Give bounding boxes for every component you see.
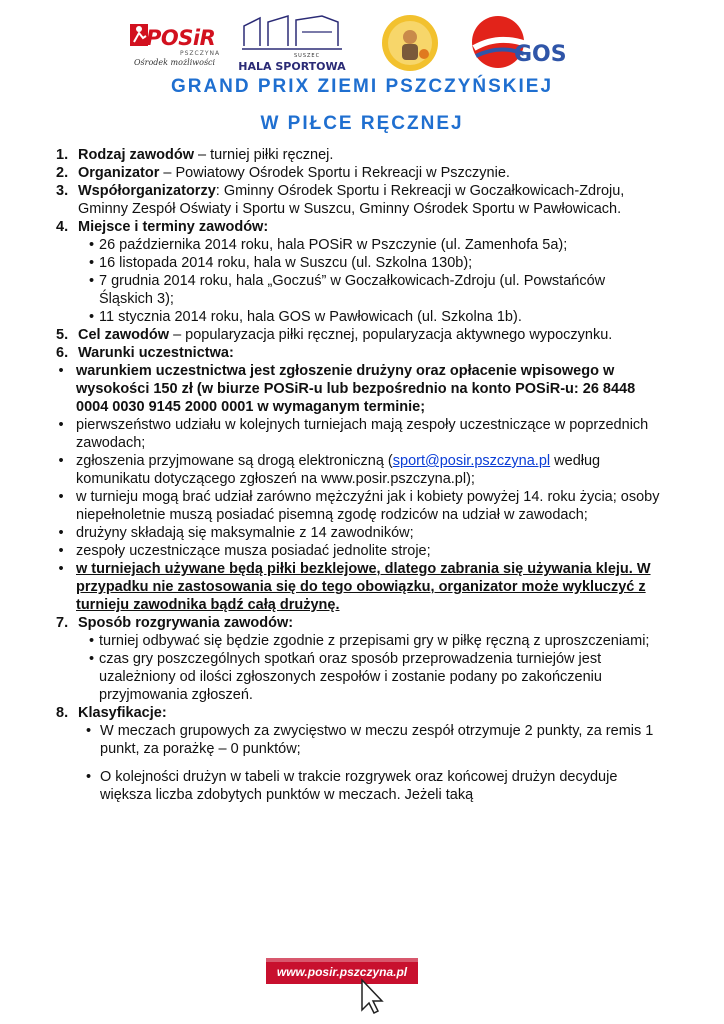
bullet-icon: • (58, 417, 64, 433)
bullet-icon: • (85, 723, 92, 739)
list-item: • turniej odbywać się będzie zgodnie z przepisami gry w piłkę ręczną z uproszczeniami; (84, 632, 660, 650)
section-label: Sposób rozgrywania zawodów: (78, 615, 294, 631)
email-link[interactable]: sport@posir.pszczyna.pl (392, 453, 551, 469)
posir-logo-text: POSiR (146, 26, 216, 50)
section-label: Warunki uczestnictwa: (78, 345, 234, 361)
list-item (46, 560, 660, 614)
list-item: • 7 grudnia 2014 roku, hala „Goczuś” w Goczałkowicach-Zdroju (ul. Powstańców Śląskich 3); (84, 272, 660, 308)
glue-ban-notice: w turniejach używane będą piłki bezklejowe, dlatego zabrania się używania kleju. W przypadku nie zastosowania się do tego obowiązku, organizator może wykluczyć z turnieju zawodnika bądź całą drużynę. (76, 561, 651, 613)
regulations-body (56, 146, 660, 804)
section-number: 5. (56, 327, 69, 343)
posir-logo-subtext: PSZCZYNA (180, 50, 221, 57)
participation-conditions-list (46, 362, 660, 614)
section-3 (56, 182, 660, 218)
bullet-icon: • (58, 363, 64, 379)
venues-list (56, 236, 660, 326)
section-number: 2. (56, 165, 69, 181)
section-number: 3. (56, 183, 69, 199)
bullet-icon: • (58, 525, 64, 541)
section-number: 6. (56, 345, 69, 361)
bullet-icon: • (58, 543, 64, 559)
bullet-icon: • (58, 561, 64, 577)
bullet-icon: • (58, 453, 64, 469)
section-8 (56, 704, 660, 722)
list-item: • warunkiem uczestnictwa jest zgłoszenie drużyny oraz opłacenie wpisowego w wysokości 150 zł (w biurze POSiR-u lub bezpośrednio na konto POSiR-u: 26 8448 0004 0030 9145 2000 0001 w wymaganym terminie; (46, 362, 660, 416)
classification-list-continued (56, 768, 660, 804)
mascot-badge-icon (380, 12, 440, 74)
section-label: Współorganizatorzy (78, 183, 216, 199)
section-text: – turniej piłki ręcznej. (194, 147, 334, 163)
title-line-2: W PIŁCE RĘCZNEJ (260, 113, 464, 134)
hala-logo-town: SUSZEC (294, 53, 321, 59)
section-number: 1. (56, 147, 69, 163)
list-item: • zgłoszenia przyjmowane są drogą elektroniczną (sport@posir.pszczyna.pl według komunikatu dotyczącego zgłoszeń na www.posir.pszczyna.pl); (46, 452, 660, 488)
bullet-icon: • (88, 255, 95, 271)
classification-list (56, 722, 660, 758)
section-5 (56, 326, 660, 344)
list-item: • W meczach grupowych za zwycięstwo w meczu zespół otrzymuje 2 punkty, za remis 1 punkt, za porażkę – 0 punktów; (77, 722, 660, 758)
section-label: Rodzaj zawodów (78, 147, 194, 163)
section-label: Cel zawodów (78, 327, 170, 343)
section-6 (56, 344, 660, 362)
website-url: www.posir.pszczyna.pl (276, 965, 408, 979)
mascot-badge-logo (380, 12, 440, 74)
list-item: • 16 listopada 2014 roku, hala w Suszcu (ul. Szkolna 130b); (84, 254, 660, 272)
section-number: 7. (56, 615, 69, 631)
logo-strip (0, 12, 724, 74)
section-1 (56, 146, 660, 164)
list-item: • O kolejności drużyn w tabeli w trakcie rozgrywek oraz końcowej drużyn decyduje większa liczba zdobytych punktów w meczach. Jeżeli taką (77, 768, 660, 804)
bullet-icon: • (88, 633, 95, 649)
section-number: 8. (56, 705, 69, 721)
posir-logo (128, 12, 224, 74)
hala-logo-text: HALA SPORTOWA (238, 60, 346, 73)
list-item: • 26 października 2014 roku, hala POSiR w Pszczynie (ul. Zamenhofa 5a); (84, 236, 660, 254)
gos-logo-text: GOS (514, 42, 567, 67)
section-2 (56, 164, 660, 182)
section-label: Klasyfikacje: (78, 705, 167, 721)
list-item: • pierwszeństwo udziału w kolejnych turniejach mają zespoły uczestniczące w poprzednich zawodach; (46, 416, 660, 452)
cursor-arrow-icon (362, 980, 382, 1013)
bullet-icon: • (85, 769, 92, 785)
bullet-icon: • (88, 651, 95, 667)
bullet-icon: • (58, 489, 64, 505)
section-number: 4. (56, 219, 69, 235)
bullet-icon: • (88, 237, 95, 253)
gos-logo (468, 12, 567, 74)
title-line-1: GRAND PRIX ZIEMI PSZCZYŃSKIEJ (170, 76, 554, 97)
list-item: • czas gry poszczególnych spotkań oraz sposób przeprowadzenia turniejów jest uzależniony od ilości zgłoszonych zespołów i zostanie podany po zakończeniu przyjmowania zgłoszeń. (84, 650, 660, 704)
competition-format-list (56, 632, 660, 704)
list-item: • zespoły uczestniczące musza posiadać jednolite stroje; (46, 542, 660, 560)
bullet-icon: • (88, 309, 95, 325)
website-banner-link[interactable] (266, 958, 418, 1014)
posir-logo-slogan: Ośrodek możliwości (134, 58, 216, 67)
bullet-icon: • (88, 273, 95, 289)
hala-sportowa-logo (238, 12, 346, 74)
list-item: • 11 stycznia 2014 roku, hala GOS w Pawłowicach (ul. Szkolna 1b). (84, 308, 660, 326)
section-label: Organizator (78, 165, 160, 181)
section-text: – popularyzacja piłki ręcznej, popularyzacja aktywnego wypoczynku. (169, 327, 613, 343)
section-text: : Gminny Ośrodek Sportu i Rekreacji w Goczałkowicach-Zdroju, Gminny Zespół Oświaty i Sportu w Suszcu, Gminny Ośrodek Sportu w Pawłowicach. (78, 183, 625, 217)
website-banner (266, 958, 418, 1014)
section-4 (56, 218, 660, 236)
section-text: – Powiatowy Ośrodek Sportu i Rekreacji w Pszczynie. (159, 165, 510, 181)
list-item: • w turnieju mogą brać udział zarówno mężczyźni jak i kobiety powyżej 14. roku życia; osoby niepełnoletnie muszą posiadać pisemną zgodę rodziców na udział w zawodach; (46, 488, 660, 524)
section-label: Miejsce i terminy zawodów: (78, 219, 269, 235)
list-item: • drużyny składają się maksymalnie z 14 zawodników; (46, 524, 660, 542)
section-7 (56, 614, 660, 632)
